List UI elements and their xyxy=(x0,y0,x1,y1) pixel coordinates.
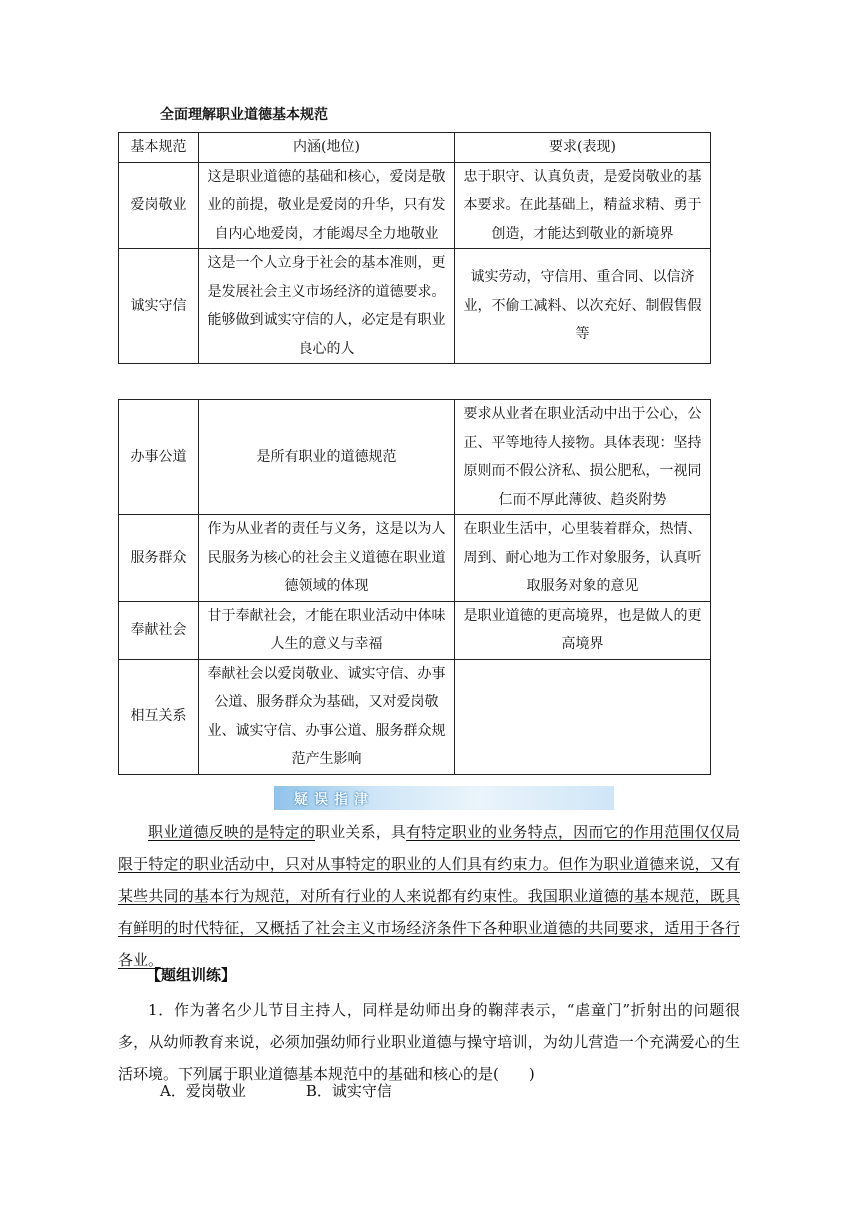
norm-cell: 爱岗敬业 xyxy=(119,162,199,249)
option-a[interactable]: A．爱岗敬业 xyxy=(160,1082,246,1100)
section-title: 全面理解职业道德基本规范 xyxy=(160,107,328,123)
tip-plain: 职业关系，具 xyxy=(315,823,407,841)
table-row xyxy=(119,162,711,249)
connotation-cell: 作为从业者的责任与义务，这是以为人民服务为核心的社会主义道德在职业道德领域的体现 xyxy=(199,515,455,602)
norms-table-part1 xyxy=(118,132,711,364)
option-b[interactable]: B．诚实守信 xyxy=(305,1082,392,1100)
table-row xyxy=(119,601,711,659)
norm-cell: 诚实守信 xyxy=(119,249,199,364)
tip-banner xyxy=(274,786,614,810)
table-row xyxy=(119,400,711,515)
table-header-row xyxy=(119,133,711,163)
norm-cell: 办事公道 xyxy=(119,400,199,515)
connotation-cell: 奉献社会以爱岗敬业、诚实守信、办事公道、服务群众为基础，又对爱岗敬业、诚实守信、办事公道、服务群众规范产生影响 xyxy=(199,659,455,774)
header-norm: 基本规范 xyxy=(119,133,199,163)
norms-table-part2 xyxy=(118,399,711,775)
connotation-cell: 这是职业道德的基础和核心，爱岗是敬业的前提，敬业是爱岗的升华，只有发自内心地爱岗，才能竭尽全力地敬业 xyxy=(199,162,455,249)
tip-underlined-2: 有特定职业的业务特点，因而它的作用范围仅仅局限于特定的职业活动中，只对从事特定的职业的人们具有约束力。但作为职业道德来说，又有某些共同的基本行为规范，对所有行业的人来说都有约束性。我国职业道德的基本规范，既具有鲜明的时代特征，又概括了社会主义市场经济条件下各种职业道德的共同要求，适用于各行各业。 xyxy=(118,823,740,969)
connotation-cell: 甘于奉献社会，才能在职业活动中体味人生的意义与幸福 xyxy=(199,601,455,659)
requirement-cell: 诚实劳动，守信用、重合同、以信济业，不偷工减料、以次充好、制假售假等 xyxy=(455,249,711,364)
header-requirement: 要求(表现) xyxy=(455,133,711,163)
question-1-options xyxy=(160,1080,392,1101)
table-row xyxy=(119,659,711,774)
table-row xyxy=(119,515,711,602)
table-row xyxy=(119,249,711,364)
norm-cell: 服务群众 xyxy=(119,515,199,602)
connotation-cell: 这是一个人立身于社会的基本准则，更是发展社会主义市场经济的道德要求。能够做到诚实守信的人，必定是有职业良心的人 xyxy=(199,249,455,364)
tip-paragraph xyxy=(118,816,740,976)
requirement-cell: 要求从业者在职业活动中出于公心，公正、平等地待人接物。具体表现：坚持原则而不假公济私、损公肥私，一视同仁而不厚此薄彼、趋炎附势 xyxy=(455,400,711,515)
norm-cell: 奉献社会 xyxy=(119,601,199,659)
connotation-cell: 是所有职业的道德规范 xyxy=(199,400,455,515)
requirement-cell: 是职业道德的更高境界，也是做人的更高境界 xyxy=(455,601,711,659)
requirement-cell: 在职业生活中，心里装着群众，热情、周到、耐心地为工作对象服务，认真听取服务对象的意见 xyxy=(455,515,711,602)
question-1-text: 1．作为著名少儿节目主持人，同样是幼师出身的鞠萍表示，“虐童门”折射出的问题很多，从幼师教育来说，必须加强幼师行业职业道德与操守培训，为幼儿营造一个充满爱心的生活环境。下列属于职业道德基本规范中的基础和核心的是( ) xyxy=(118,1001,740,1083)
practice-heading: 【题组训练】 xyxy=(146,966,237,984)
norm-cell: 相互关系 xyxy=(119,659,199,774)
requirement-cell xyxy=(455,659,711,774)
header-connotation: 内涵(地位) xyxy=(199,133,455,163)
tip-banner-label: 疑误指津 xyxy=(294,792,374,808)
requirement-cell: 忠于职守、认真负责，是爱岗敬业的基本要求。在此基础上，精益求精、勇于创造，才能达到敬业的新境界 xyxy=(455,162,711,249)
tip-underlined-1: 职业道德反映的是特定的 xyxy=(148,823,316,841)
